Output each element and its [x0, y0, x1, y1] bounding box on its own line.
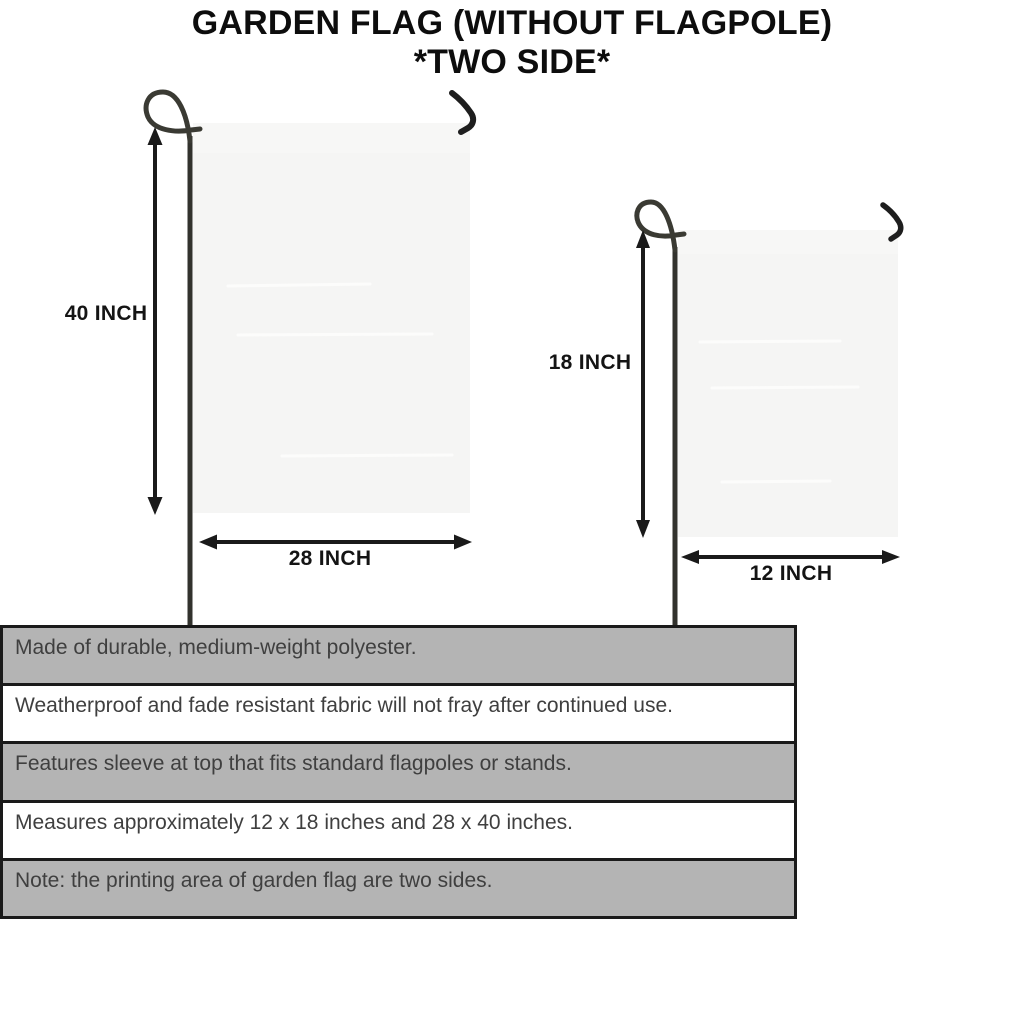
flag-sleeve-band-small [678, 230, 898, 254]
flag-fabric-small [678, 230, 898, 537]
large-flag-height-label: 40 INCH [64, 302, 148, 325]
feature-row [3, 858, 794, 916]
feature-row [3, 683, 794, 741]
feature-row [3, 628, 794, 683]
title-line-2: *TWO SIDE* [413, 43, 611, 81]
feature-text: Features sleeve at top that fits standard flagpoles or stands. [15, 752, 572, 776]
small-flag-height-label: 18 INCH [548, 351, 632, 374]
feature-row [3, 800, 794, 858]
feature-text: Made of durable, medium-weight polyester. [15, 636, 417, 659]
large-flag-width-label: 28 INCH [288, 547, 372, 570]
flag-sleeve-band-large [193, 123, 470, 153]
flag-diagram-large [146, 92, 473, 625]
feature-text: Measures approximately 12 x 18 inches and 28 x 40 inches. [15, 810, 573, 834]
title-line-1: GARDEN FLAG (WITHOUT FLAGPOLE) [191, 4, 833, 42]
small-flag-width-label: 12 INCH [749, 562, 833, 585]
feature-row [3, 741, 794, 799]
features-table [0, 625, 797, 919]
height-arrow-small [636, 230, 650, 538]
feature-text: Note: the printing area of garden flag are two sides. [15, 868, 493, 892]
feature-text: Weatherproof and fade resistant fabric will not fray after continued use. [15, 694, 673, 718]
